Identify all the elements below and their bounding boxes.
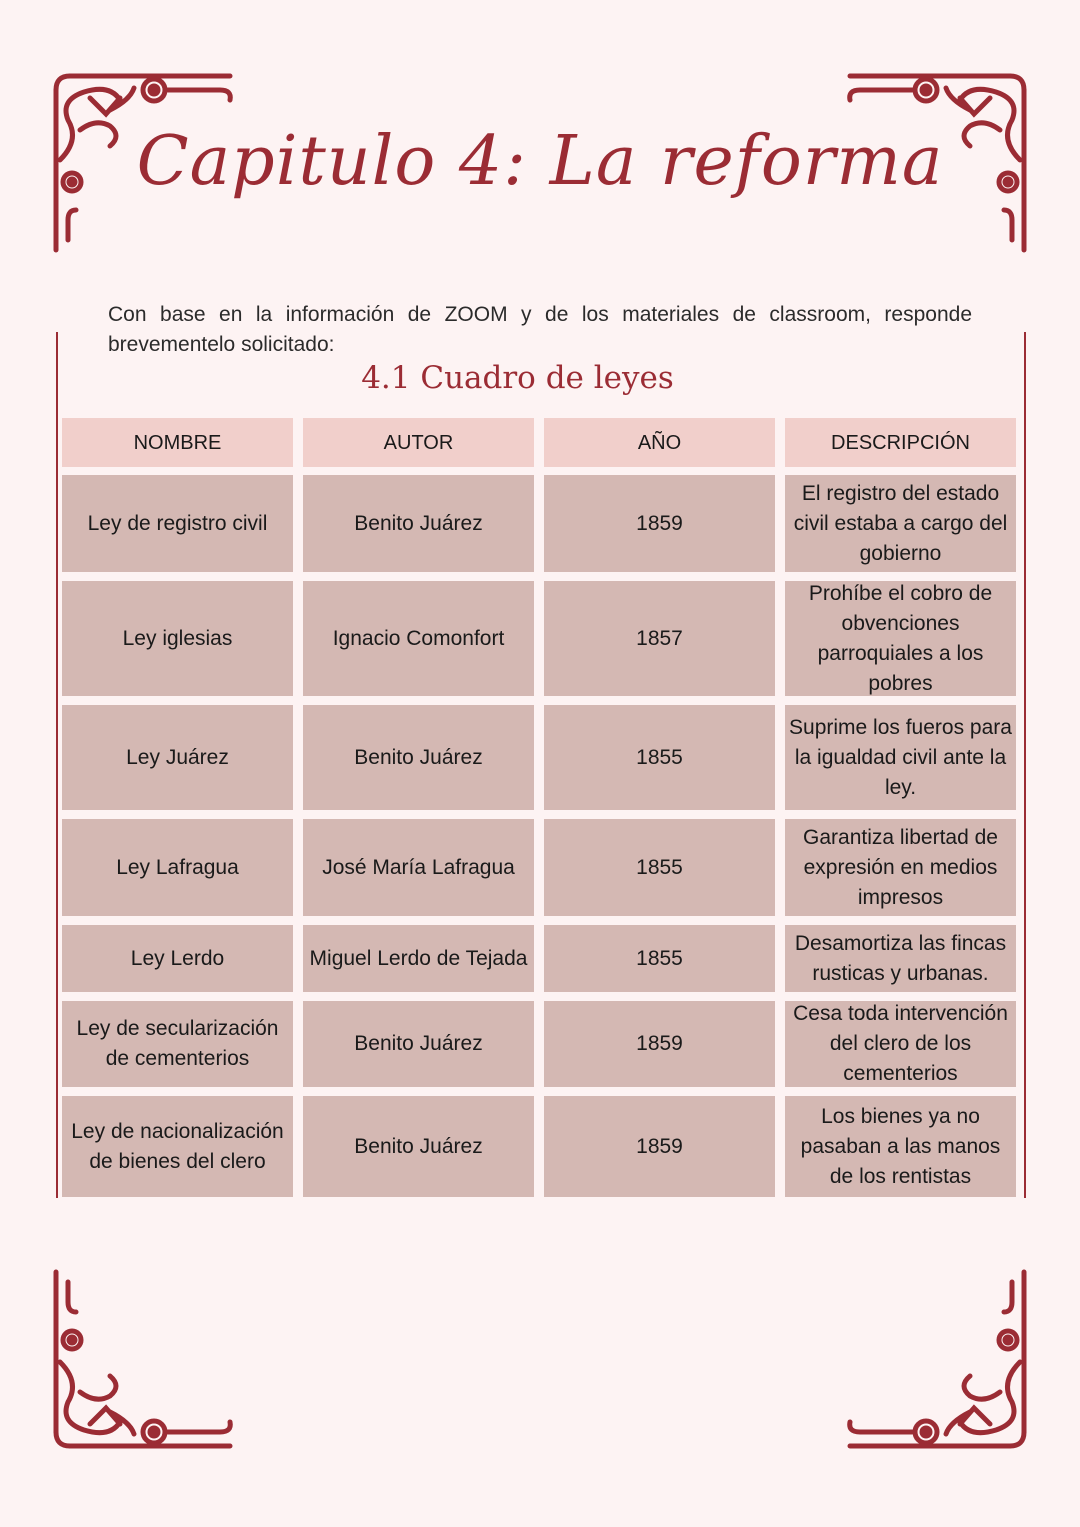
table-cell-descripcion: Prohíbe el cobro de obvenciones parroquiales a los pobres [785, 581, 1016, 696]
table-header-ano: AÑO [544, 418, 775, 467]
laws-table [62, 418, 1018, 1206]
table-cell-ano: 1859 [544, 1096, 775, 1197]
frame-line-left [56, 332, 58, 1198]
table-cell-ano: 1857 [544, 581, 775, 696]
table-cell-ano: 1855 [544, 925, 775, 992]
table-cell-autor: Ignacio Comonfort [303, 581, 534, 696]
frame-line-right [1024, 332, 1026, 1198]
table-cell-descripcion: El registro del estado civil estaba a cargo del gobierno [785, 475, 1016, 572]
page-title: Capitulo 4: La reforma [136, 122, 944, 201]
table-cell-nombre: Ley iglesias [62, 581, 293, 696]
table-cell-descripcion: Suprime los fueros para la igualdad civil ante la ley. [785, 705, 1016, 810]
table-cell-nombre: Ley Lafragua [62, 819, 293, 916]
table-cell-nombre: Ley Juárez [62, 705, 293, 810]
table-cell-descripcion: Desamortiza las fincas rusticas y urbanas. [785, 925, 1016, 992]
corner-ornament-bottom-left [50, 1262, 240, 1452]
table-cell-nombre: Ley de secularización de cementerios [62, 1001, 293, 1087]
table-cell-descripcion: Garantiza libertad de expresión en medios impresos [785, 819, 1016, 916]
table-cell-autor: Benito Juárez [303, 475, 534, 572]
table-cell-descripcion: Los bienes ya no pasaban a las manos de los rentistas [785, 1096, 1016, 1197]
table-cell-ano: 1859 [544, 475, 775, 572]
table-cell-autor: José María Lafragua [303, 819, 534, 916]
table-cell-descripcion: Cesa toda intervención del clero de los cementerios [785, 1001, 1016, 1087]
table-cell-nombre: Ley Lerdo [62, 925, 293, 992]
instructions-text: Con base en la información de ZOOM y de los materiales de classroom, responde brevementelo solicitado: [108, 303, 972, 356]
corner-ornament-bottom-right [840, 1262, 1030, 1452]
table-cell-nombre: Ley de registro civil [62, 475, 293, 572]
table-header-autor: AUTOR [303, 418, 534, 467]
table-cell-autor: Benito Juárez [303, 1096, 534, 1197]
section-title: 4.1 Cuadro de leyes [361, 360, 674, 396]
table-cell-nombre: Ley de nacionalización de bienes del clero [62, 1096, 293, 1197]
table-header-descripcion: DESCRIPCIÓN [785, 418, 1016, 467]
table-cell-ano: 1855 [544, 819, 775, 916]
table-cell-autor: Miguel Lerdo de Tejada [303, 925, 534, 992]
table-cell-autor: Benito Juárez [303, 1001, 534, 1087]
table-header-nombre: NOMBRE [62, 418, 293, 467]
table-cell-ano: 1855 [544, 705, 775, 810]
table-cell-ano: 1859 [544, 1001, 775, 1087]
table-cell-autor: Benito Juárez [303, 705, 534, 810]
